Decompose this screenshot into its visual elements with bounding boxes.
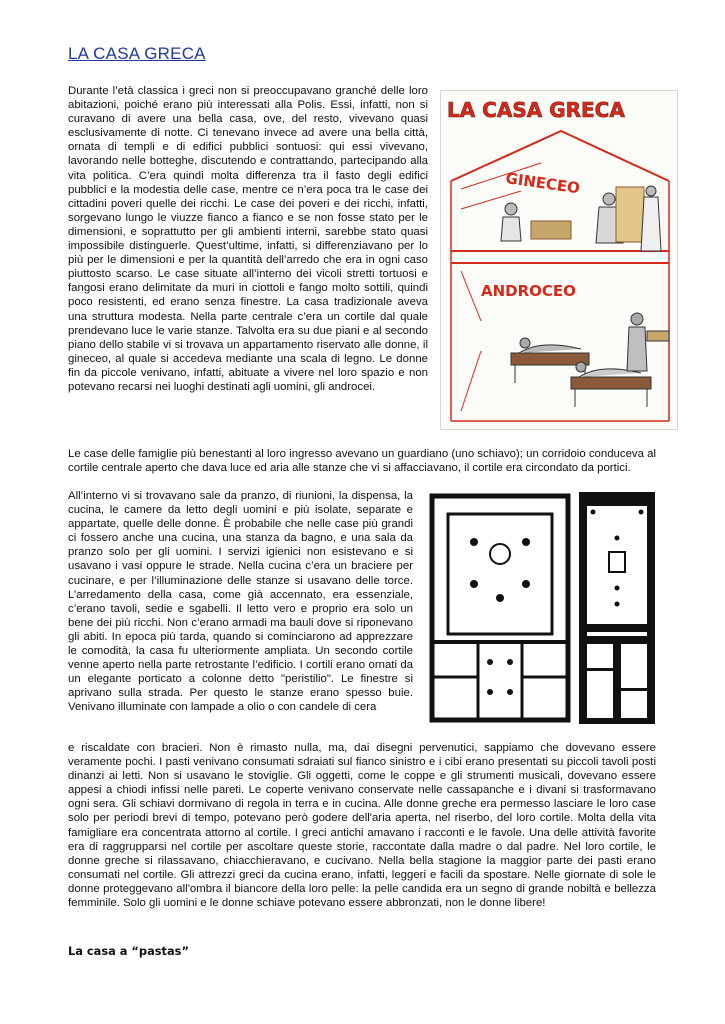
paragraph-wealthy-houses: Le case delle famiglie più benestanti al loro ingresso avevano un guardiano (uno schiavo); un corridoio conduceva al cortile centrale aperto che dava luce ed aria alle stanze che vi si affacciavano, il cortile era circondato da portici. bbox=[68, 448, 656, 475]
greek-house-drawing bbox=[440, 90, 678, 430]
androceo-label: ANDROCEO bbox=[481, 282, 576, 300]
floor-plan-pastas bbox=[579, 492, 655, 724]
gineceo-label: GINECEO bbox=[504, 169, 581, 198]
paragraph-daily-life: e riscaldate con bracieri. Non è rimasto nulla, ma, dai disegni pervenutici, sappiamo che dovevano essere veramente pochi. I pasti venivano consumati sdraiati sul fianco sinistro e i cibi erano presentati su piccoli tavoli posti dinanzi ai letti. Non si usavano le stoviglie. Gli oggetti, come le coppe e gli strumenti musicali, dovevano essere appesi a chiodi infissi nelle pareti. Le coperte venivano conservate nelle cassapanche e i divani si trasformavano ogni sera. Gli schiavi dormivano di regola in terra e in cucina. Alle donne greche era permesso lasciare le loro case solo per periodi brevi di tempo, potevano però godere dell'aria aperta, nel riserbo, del loro cortile. Molta della vita famigliare era concentrata attorno al cortile. I greci antichi amavano i racconti e le favole. Una delle attività favorite era di raggrupparsi nel cortile per ascoltare queste storie, raccontate dalla madre o dal padre. Nel loro cortile, le donne greche si rilassavano, chiacchieravano, e cucivano. Nella bella stagione la maggior parte dei pasti erano consumati nel cortile. Gli attrezzi greci da cucina erano, infatti, leggeri e facili da spostare. Nelle giornate di sole le donne proteggevano all'ombra il biancore della loro pelle: la pelle candida era un segno di grande nobiltà e bellezza femminile. Solo gli uomini e le donne schiave potevano essere abbronzati, non le donne libere! bbox=[68, 742, 656, 910]
paragraph-interior: All’interno vi si trovavano sale da pranzo, di riunioni, la dispensa, la cucina, le camere da letto degli uomini e più isolate, separate e appartate, quelle delle donne. È probabile che nelle case più grandi ci fossero anche una cucina, una stanza da bagno, e una sala da pranzo solo per gli uomini. I servizi igienici non esistevano e si usavano i vasi oppure le strade. Nella cucina c’era un braciere per cucinare, e per l’illuminazione delle stanze si usavano delle torce. L’arredamento della casa, come già accennato, era essenziale, c’erano tavoli, sedie e sgabelli. Il letto vero e proprio era solo un bene dei più ricchi. Non c’erano armadi ma bauli dove si riponevano gli abiti. In epoca più tarda, quando si cominciarono ad apprezzare le comodità, la casa fu ulteriormente ampliata. Un secondo cortile venne aperto nella parte retrostante l’edificio. I cortili erano ornati da un elegante porticato a colonne detto "peristilio". Le finestre si aprivano sulla strada. Per questo le stanze erano spesso buie. Venivano illuminate con lampade a olio o con candele di cera bbox=[68, 490, 413, 714]
page-title: LA CASA GRECA bbox=[68, 44, 206, 63]
paragraph-intro: Durante l’età classica i greci non si preoccupavano granché delle loro abitazioni, poiché erano più interessati alla Polis. Essi, infatti, non si curavano di avere una bella casa, ove, del resto, vivevano quasi esclusivamente di notte. Ci tenevano invece ad avere una bella città, ornata di templi e di edifici pubblici sontuosi: qui essi vivevano, lavorando nelle botteghe, discutendo e contrattando, partecipando alla vita politica. C’era quindi molta differenza tra il fasto degli edifici pubblici e la modestia delle case, mentre ce n’era poca tra le case dei cittadini poveri quelle dei ricchi. Le case dei poveri e dei ricchi, infatti, sorgevano lungo le viuzze fianco a fianco e se non fosse stato per le dimensioni, e soprattutto per gli ambienti interni, sarebbe stato quasi impossibile distinguerle. Quest’ultime, infatti, si differenziavano per lo più per le dimensioni e per la quantità dell’arredo che era in ogni caso piuttosto scarso. Le case situate all’interno dei vicoli stretti tortuosi e fangosi erano delimitate da muri in ciottoli e fango molto sottili, quindi poco resistenti, ed erano senza finestre. La casa tradizionale aveva una struttura modesta. Nella parte centrale c’era un cortile dal quale prendevano luce le varie stanze. Talvolta era su due piani e al secondo piano dello stabile vi si trovava un appartamento riservato alle donne, il gineceo, al quale si accedeva mediante una scala di legno. Le donne fin da piccole venivano, infatti, abituate a vivere nel loro spazio e non potevano recarsi nei luoghi destinati agli uomini, gli androcei. bbox=[68, 85, 428, 393]
floor-plan-peristyle bbox=[428, 492, 572, 724]
drawing-heading: LA CASA GRECA bbox=[447, 98, 625, 122]
section-heading-pastas: La casa a “pastas” bbox=[68, 944, 189, 958]
